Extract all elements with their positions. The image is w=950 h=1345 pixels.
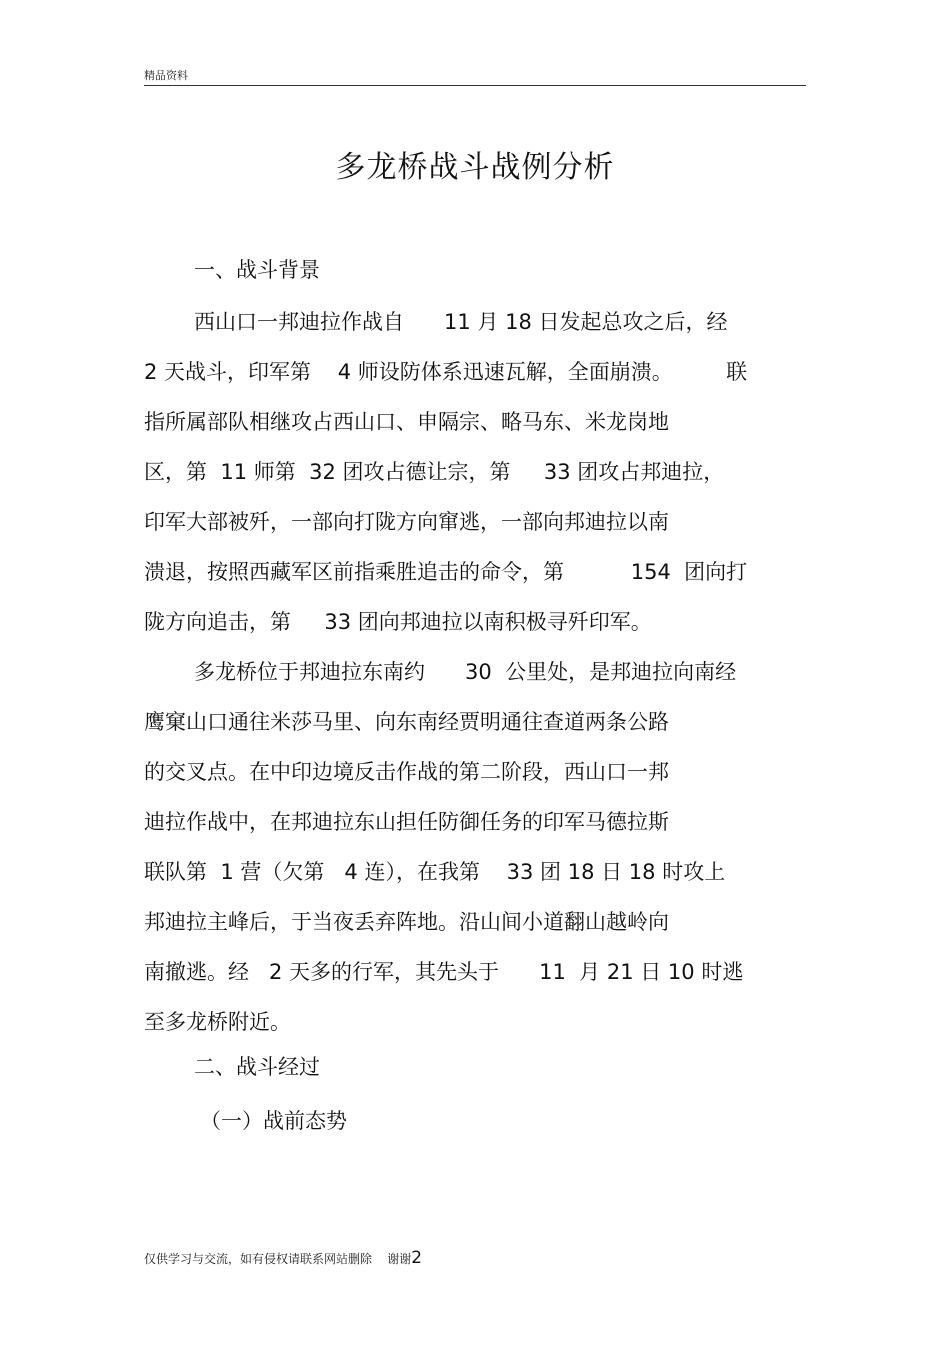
document-title: 多龙桥战斗战例分析 <box>335 150 615 185</box>
header-divider <box>144 85 806 86</box>
paragraph-line: 印军大部被歼，一部向打陇方向窜逃，一部向邦迪拉以南 <box>144 510 669 534</box>
paragraph-line: 西山口一邦迪拉作战自 11 月 18 日发起总攻之后，经 <box>194 310 728 334</box>
paragraph-line: 2 天战斗，印军第 4 师设防体系迅速瓦解，全面崩溃。 联 <box>144 360 748 384</box>
paragraph-line: 溃退，按照西藏军区前指乘胜追击的命令，第 154 团向打 <box>144 560 748 584</box>
page-number: 2 <box>411 1248 423 1268</box>
footer-text: 仅供学习与交流，如有侵权请联系网站删除 谢谢 <box>144 1252 412 1266</box>
paragraph-line: 多龙桥位于邦迪拉东南约 30 公里处，是邦迪拉向南经 <box>194 660 737 684</box>
paragraph-line: 联队第 1 营（欠第 4 连），在我第 33 团 18 日 18 时攻上 <box>144 860 726 884</box>
paragraph-line: 指所属部队相继攻占西山口、申隔宗、略马东、米龙岗地 <box>144 410 669 434</box>
section-heading-process: 二、战斗经过 <box>194 1055 320 1079</box>
section-heading-background: 一、战斗背景 <box>194 258 320 282</box>
footer <box>144 1248 422 1268</box>
header-label: 精品资料 <box>144 69 188 82</box>
paragraph-line: 迪拉作战中，在邦迪拉东山担任防御任务的印军马德拉斯 <box>144 810 669 834</box>
subsection-heading: （一）战前态势 <box>200 1109 347 1133</box>
paragraph-line: 南撤逃。经 2 天多的行军，其先头于 11 月 21 日 10 时逃 <box>144 960 744 984</box>
paragraph-line: 至多龙桥附近。 <box>144 1010 291 1034</box>
paragraph-line: 鹰窠山口通往米莎马里、向东南经贾明通往查道两条公路 <box>144 710 669 734</box>
paragraph-line: 的交叉点。在中印边境反击作战的第二阶段，西山口一邦 <box>144 760 669 784</box>
paragraph-line: 邦迪拉主峰后，于当夜丢弃阵地。沿山间小道翻山越岭向 <box>144 910 669 934</box>
paragraph-line: 陇方向追击，第 33 团向邦迪拉以南积极寻歼印军。 <box>144 610 652 634</box>
paragraph-line: 区，第 11 师第 32 团攻占德让宗，第 33 团攻占邦迪拉， <box>144 460 725 484</box>
